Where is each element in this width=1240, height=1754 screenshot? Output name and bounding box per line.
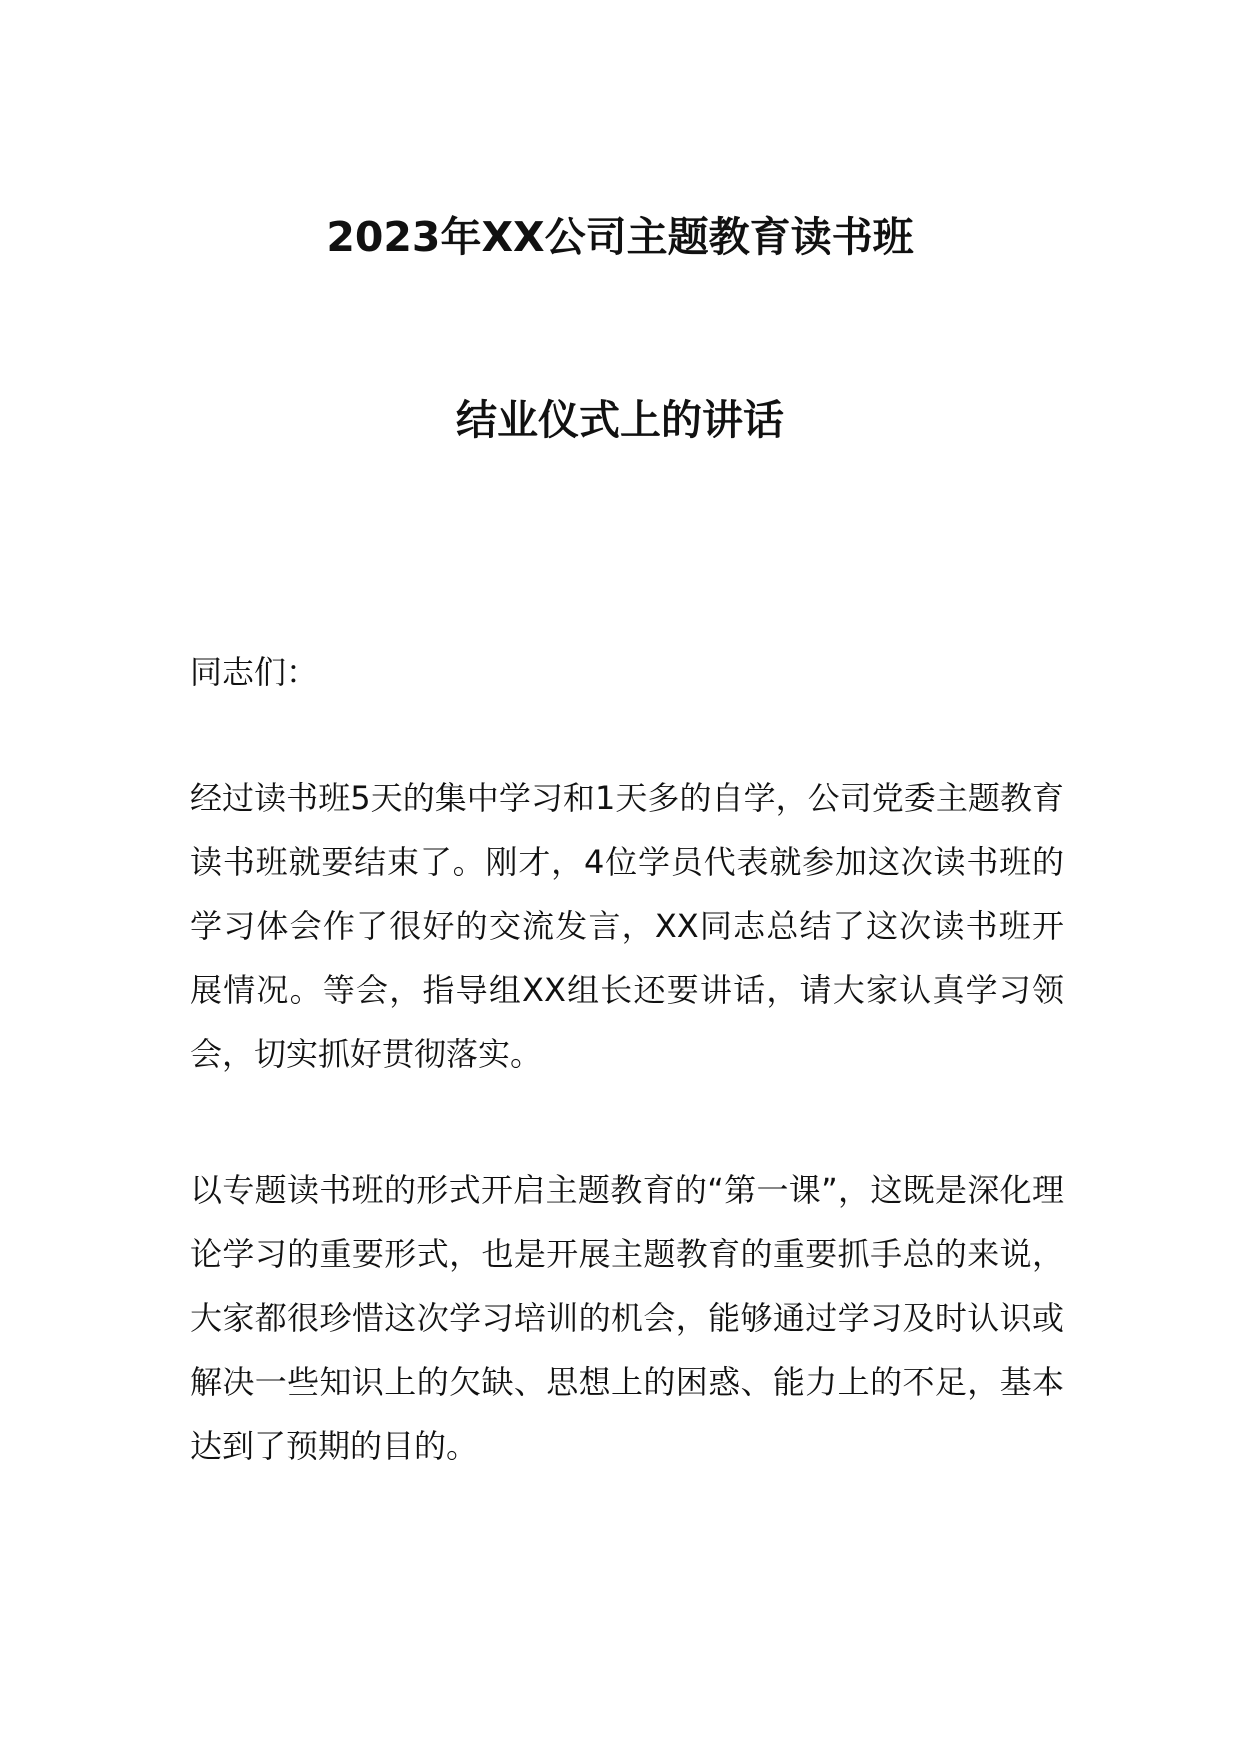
body-paragraph-2: 以专题读书班的形式开启主题教育的“第一课”，这既是深化理论学习的重要形式，也是开展主题教育的重要抓手总的来说，大家都很珍惜这次学习培训的机会，能够通过学习及时认识或解决一些知识上的欠缺、思想上的困惑、能力上的不足，基本达到了预期的目的。 [190,1171,1064,1465]
document-title-line-1: 2023年XX公司主题教育读书班 [326,213,914,261]
body-paragraph-1: 经过读书班5天的集中学习和1天多的自学，公司党委主题教育读书班就要结束了。刚才，4位学员代表就参加这次读书班的学习体会作了很好的交流发言，XX同志总结了这次读书班开展情况。等会，指导组XX组长还要讲话，请大家认真学习领会，切实抓好贯彻落实。 [190,779,1064,1073]
document-title-line-2: 结业仪式上的讲话 [456,396,784,444]
salutation: 同志们： [190,653,319,691]
